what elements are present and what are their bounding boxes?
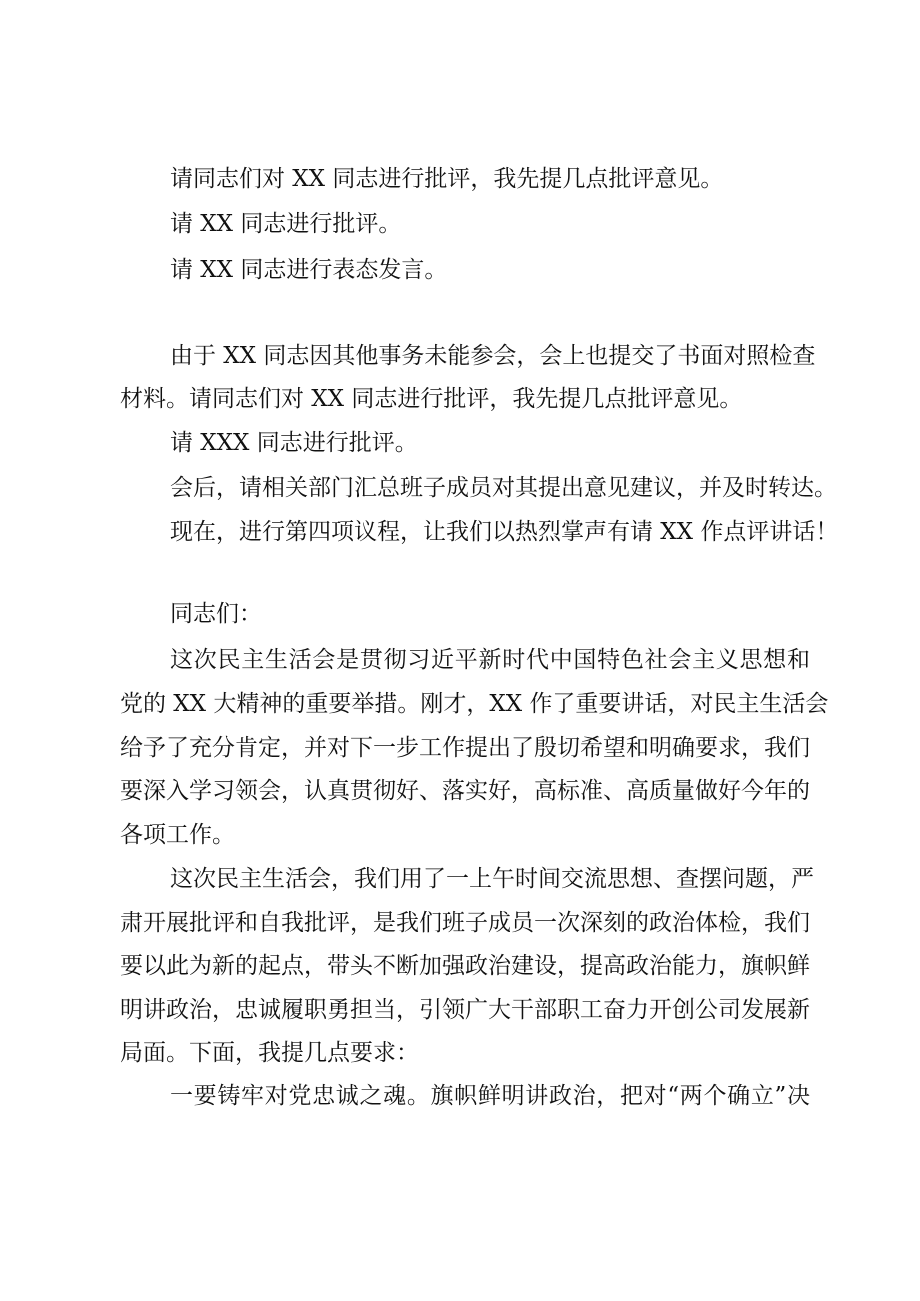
paragraph-line: 会后，请相关部门汇总班子成员对其提出意见建议，并及时转达。 — [170, 475, 837, 501]
paragraph-line: 由于 XX 同志因其他事务未能参会，会上也提交了书面对照检查 — [170, 343, 816, 369]
paragraph-line: 各项工作。 — [120, 822, 235, 848]
paragraph-line: 材料。请同志们对 XX 同志进行批评，我先提几点批评意见。 — [120, 386, 743, 412]
paragraph-line: 要以此为新的起点，带头不断加强政治建设，提高政治能力，旗帜鲜 — [120, 953, 810, 979]
paragraph-line: 请 XX 同志进行表态发言。 — [170, 257, 448, 283]
paragraph-line: 局面。下面，我提几点要求： — [120, 1040, 419, 1066]
paragraph-line: 请 XX 同志进行批评。 — [170, 211, 402, 237]
paragraph-line: 请 XXX 同志进行批评。 — [170, 430, 418, 456]
paragraph-line: 一要铸牢对党忠诚之魂。旗帜鲜明讲政治，把对“两个确立”决 — [170, 1083, 810, 1109]
paragraph-line: 现在，进行第四项议程，让我们以热烈掌声有请 XX 作点评讲话！ — [170, 519, 839, 545]
paragraph-line: 肃开展批评和自我批评，是我们班子成员一次深刻的政治体检，我们 — [120, 910, 810, 936]
paragraph-line: 请同志们对 XX 同志进行批评，我先提几点批评意见。 — [170, 166, 724, 192]
paragraph-line: 要深入学习领会，认真贯彻好、落实好，高标准、高质量做好今年的 — [120, 778, 810, 804]
paragraph-line: 这次民主生活会，我们用了一上午时间交流思想、查摆问题，严 — [170, 866, 814, 892]
salutation: 同志们： — [170, 601, 262, 627]
paragraph-line: 明讲政治，忠诚履职勇担当，引领广大干部职工奋力开创公司发展新 — [120, 997, 810, 1023]
paragraph-line: 给予了充分肯定，并对下一步工作提出了殷切希望和明确要求，我们 — [120, 735, 810, 761]
paragraph-line: 党的 XX 大精神的重要举措。刚才，XX 作了重要讲话，对民主生活会 — [120, 691, 829, 717]
paragraph-line: 这次民主生活会是贯彻习近平新时代中国特色社会主义思想和 — [170, 647, 810, 673]
